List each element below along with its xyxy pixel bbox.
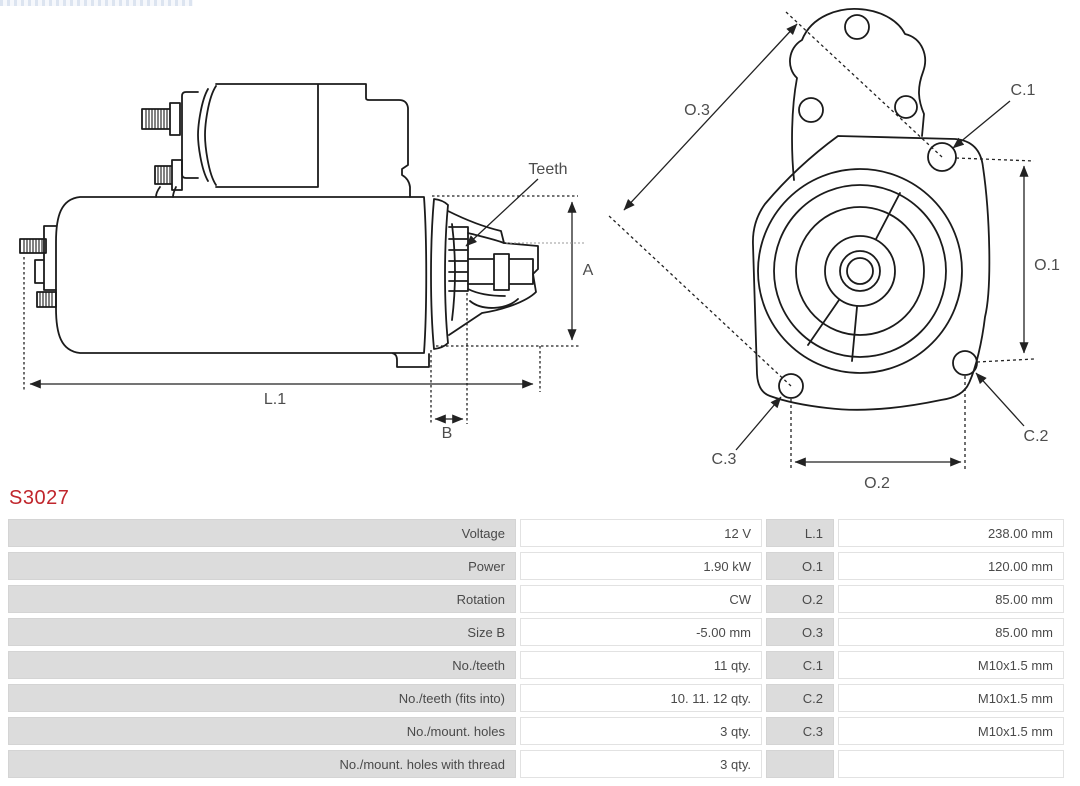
spec-label: Size B bbox=[8, 618, 516, 646]
spec-value: 3 qty. bbox=[520, 750, 762, 778]
c3-leader-line bbox=[736, 397, 781, 450]
spec-table bbox=[8, 519, 1068, 778]
spec-code: C.3 bbox=[766, 717, 834, 745]
spec-code bbox=[766, 750, 834, 778]
motor-body bbox=[56, 197, 429, 367]
starter-front-view bbox=[753, 9, 989, 410]
arch-top-hole bbox=[845, 15, 869, 39]
label-l1: L.1 bbox=[263, 391, 287, 408]
housing-circle-2 bbox=[774, 185, 946, 357]
spec-code-value: 120.00 mm bbox=[838, 552, 1064, 580]
spec-label: Rotation bbox=[8, 585, 516, 613]
c2-leader-line bbox=[976, 373, 1024, 426]
spec-value: 1.90 kW bbox=[520, 552, 762, 580]
solenoid-cap bbox=[182, 86, 216, 185]
starter-side-view bbox=[20, 84, 538, 367]
dim-o1-ext-top bbox=[956, 158, 1034, 161]
spec-value: 12 V bbox=[520, 519, 762, 547]
label-c3: C.3 bbox=[711, 451, 737, 468]
label-a: A bbox=[582, 262, 594, 279]
bolt-hole-c2 bbox=[953, 351, 977, 375]
label-c1: C.1 bbox=[1010, 82, 1036, 99]
drive-end-rings bbox=[431, 199, 448, 349]
drive-end-housing bbox=[448, 211, 538, 335]
spec-code: O.3 bbox=[766, 618, 834, 646]
c1-leader-line bbox=[953, 101, 1010, 148]
dim-o3-line bbox=[624, 24, 797, 210]
spec-label: Power bbox=[8, 552, 516, 580]
spec-label: No./mount. holes bbox=[8, 717, 516, 745]
spec-code: C.1 bbox=[766, 651, 834, 679]
part-number: S3027 bbox=[9, 487, 70, 509]
arch-left-hole bbox=[799, 98, 823, 122]
spec-label: Voltage bbox=[8, 519, 516, 547]
housing-circle-outer bbox=[758, 169, 962, 373]
spec-code-value: 85.00 mm bbox=[838, 618, 1064, 646]
spec-code-value: 85.00 mm bbox=[838, 585, 1064, 613]
pinion-gear bbox=[449, 227, 468, 291]
shaft-circle bbox=[840, 251, 880, 291]
label-teeth: Teeth bbox=[528, 161, 568, 178]
label-o1: O.1 bbox=[1034, 257, 1060, 274]
solenoid-arch bbox=[790, 9, 925, 180]
housing-ribs bbox=[808, 193, 900, 361]
spec-value: -5.00 mm bbox=[520, 618, 762, 646]
spec-code-value: M10x1.5 mm bbox=[838, 684, 1064, 712]
spec-code-value: 238.00 mm bbox=[838, 519, 1064, 547]
spec-code-value: M10x1.5 mm bbox=[838, 651, 1064, 679]
spec-code-value: M10x1.5 mm bbox=[838, 717, 1064, 745]
solenoid-body bbox=[216, 84, 410, 197]
housing-circle-3 bbox=[796, 207, 924, 335]
label-c2: C.2 bbox=[1023, 428, 1049, 445]
arch-right-hole bbox=[895, 96, 917, 118]
spec-code: L.1 bbox=[766, 519, 834, 547]
pinion-shaft bbox=[468, 254, 533, 290]
label-o3: O.3 bbox=[684, 102, 710, 119]
label-o2: O.2 bbox=[864, 475, 890, 492]
label-b: B bbox=[441, 425, 453, 442]
spec-value: 10. 11. 12 qty. bbox=[520, 684, 762, 712]
spec-value: 3 qty. bbox=[520, 717, 762, 745]
solenoid-terminal-lower bbox=[155, 160, 182, 190]
housing-circle-4 bbox=[825, 236, 895, 306]
spec-code: O.2 bbox=[766, 585, 834, 613]
dim-o3-ext-top bbox=[786, 12, 942, 157]
shaft-bore bbox=[847, 258, 873, 284]
spec-value: CW bbox=[520, 585, 762, 613]
spec-code: O.1 bbox=[766, 552, 834, 580]
spec-value: 11 qty. bbox=[520, 651, 762, 679]
spec-code: C.2 bbox=[766, 684, 834, 712]
spec-label: No./teeth bbox=[8, 651, 516, 679]
dim-o1-ext-bottom bbox=[977, 359, 1034, 362]
spec-label: No./mount. holes with thread bbox=[8, 750, 516, 778]
spec-label: No./teeth (fits into) bbox=[8, 684, 516, 712]
rear-terminal bbox=[20, 226, 56, 307]
spec-code-value bbox=[838, 750, 1064, 778]
